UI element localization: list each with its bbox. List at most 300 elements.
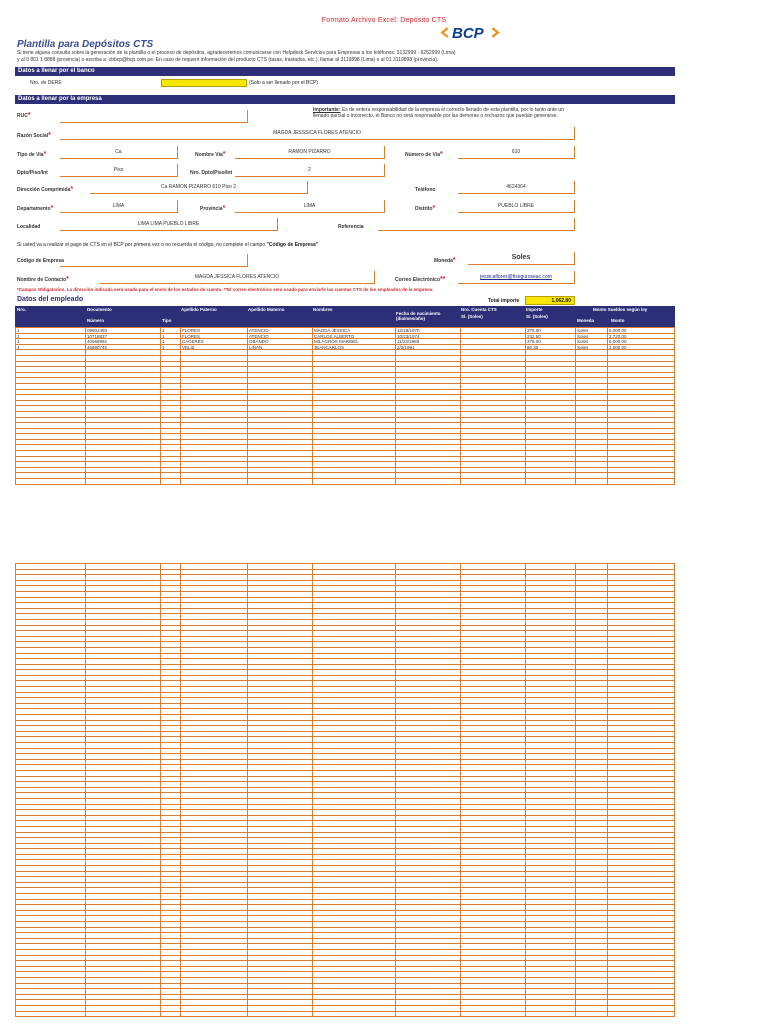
cell-tipo[interactable] [161, 626, 181, 631]
cell-ap-paterno[interactable] [181, 581, 248, 586]
cell-cuenta[interactable] [461, 995, 526, 1000]
cell-numero[interactable] [86, 911, 161, 916]
cell-nro[interactable] [16, 916, 86, 921]
cell-numero[interactable] [86, 670, 161, 675]
cell-numero[interactable] [86, 978, 161, 983]
cell-nombres[interactable] [313, 928, 396, 933]
cell-fecha[interactable] [396, 995, 461, 1000]
cell-ap-materno[interactable] [248, 637, 313, 642]
cell-tipo[interactable] [161, 681, 181, 686]
cell-nombres[interactable] [313, 877, 396, 882]
cell-importe[interactable] [526, 777, 576, 782]
cell-cuenta[interactable] [461, 849, 526, 854]
cell-ap-materno[interactable] [248, 620, 313, 625]
cell-moneda[interactable] [576, 799, 608, 804]
cell-ap-materno[interactable] [248, 1006, 313, 1011]
cell-fecha[interactable] [396, 637, 461, 642]
cell-nombres[interactable] [313, 462, 396, 467]
cell-numero[interactable] [86, 737, 161, 742]
cell-numero[interactable] [86, 362, 161, 367]
cell-importe[interactable] [526, 956, 576, 961]
cell-monto[interactable] [608, 693, 675, 698]
cell-nro[interactable]: 3 [16, 339, 86, 344]
cell-cuenta[interactable] [461, 715, 526, 720]
cell-nombres[interactable] [313, 665, 396, 670]
cell-cuenta[interactable] [461, 855, 526, 860]
cell-cuenta[interactable] [461, 418, 526, 423]
cell-cuenta[interactable] [461, 581, 526, 586]
cell-cuenta[interactable] [461, 978, 526, 983]
cell-nro[interactable] [16, 390, 86, 395]
cell-ap-materno[interactable] [248, 866, 313, 871]
cell-nro[interactable] [16, 922, 86, 927]
cell-importe[interactable] [526, 564, 576, 569]
cell-ap-materno[interactable] [248, 788, 313, 793]
cell-tipo[interactable] [161, 581, 181, 586]
cell-cuenta[interactable] [461, 468, 526, 473]
cell-nombres[interactable] [313, 401, 396, 406]
cell-importe[interactable] [526, 922, 576, 927]
cell-moneda[interactable] [576, 944, 608, 949]
referencia-field[interactable] [378, 218, 575, 231]
cell-monto[interactable] [608, 373, 675, 378]
cell-cuenta[interactable] [461, 888, 526, 893]
cell-monto[interactable] [608, 905, 675, 910]
cell-moneda[interactable] [576, 967, 608, 972]
cell-moneda[interactable] [576, 754, 608, 759]
cell-moneda[interactable] [576, 732, 608, 737]
cell-tipo[interactable]: 1 [161, 328, 181, 333]
cell-moneda[interactable] [576, 816, 608, 821]
cell-moneda[interactable] [576, 777, 608, 782]
cell-monto[interactable] [608, 984, 675, 989]
cell-fecha[interactable] [396, 900, 461, 905]
cell-numero[interactable] [86, 378, 161, 383]
cell-nro[interactable] [16, 721, 86, 726]
cell-ap-paterno[interactable] [181, 637, 248, 642]
cell-moneda[interactable] [576, 939, 608, 944]
cell-monto[interactable] [608, 637, 675, 642]
cell-ap-paterno[interactable] [181, 922, 248, 927]
cell-nro[interactable] [16, 709, 86, 714]
cell-ap-materno[interactable] [248, 978, 313, 983]
cell-fecha[interactable] [396, 905, 461, 910]
cell-ap-paterno[interactable] [181, 860, 248, 865]
cell-monto[interactable] [608, 855, 675, 860]
cell-ap-paterno[interactable] [181, 390, 248, 395]
cell-tipo[interactable] [161, 637, 181, 642]
cell-moneda[interactable] [576, 749, 608, 754]
cell-moneda[interactable]: Soles [576, 328, 608, 333]
cell-nombres[interactable] [313, 373, 396, 378]
cell-nro[interactable] [16, 827, 86, 832]
cell-importe[interactable] [526, 833, 576, 838]
cell-nombres[interactable] [313, 799, 396, 804]
cell-nro[interactable] [16, 468, 86, 473]
cell-ap-materno[interactable] [248, 614, 313, 619]
cell-fecha[interactable] [396, 782, 461, 787]
cell-monto[interactable] [608, 1006, 675, 1011]
cell-nro[interactable] [16, 894, 86, 899]
cell-numero[interactable] [86, 928, 161, 933]
cell-fecha[interactable]: 11/23/1988 [396, 339, 461, 344]
cell-nombres[interactable] [313, 687, 396, 692]
cell-moneda[interactable] [576, 849, 608, 854]
cell-nombres[interactable] [313, 620, 396, 625]
cell-tipo[interactable] [161, 704, 181, 709]
cell-ap-materno[interactable] [248, 704, 313, 709]
cell-moneda[interactable] [576, 788, 608, 793]
cell-tipo[interactable] [161, 939, 181, 944]
cell-monto[interactable] [608, 922, 675, 927]
cell-tipo[interactable] [161, 592, 181, 597]
cell-nro[interactable] [16, 648, 86, 653]
cell-tipo[interactable] [161, 922, 181, 927]
cell-nro[interactable] [16, 434, 86, 439]
cell-numero[interactable] [86, 659, 161, 664]
cell-nombres[interactable] [313, 978, 396, 983]
cell-moneda[interactable] [576, 592, 608, 597]
cell-nro[interactable] [16, 681, 86, 686]
cell-moneda[interactable] [576, 950, 608, 955]
cell-ap-materno[interactable] [248, 799, 313, 804]
cell-importe[interactable] [526, 637, 576, 642]
cell-numero[interactable] [86, 609, 161, 614]
cell-monto[interactable] [608, 732, 675, 737]
cell-numero[interactable] [86, 894, 161, 899]
cell-fecha[interactable] [396, 384, 461, 389]
cell-nro[interactable] [16, 939, 86, 944]
cell-ap-paterno[interactable] [181, 721, 248, 726]
cell-numero[interactable] [86, 479, 161, 484]
cell-moneda[interactable] [576, 916, 608, 921]
cell-nombres[interactable] [313, 805, 396, 810]
cell-cuenta[interactable] [461, 603, 526, 608]
cell-importe[interactable] [526, 1000, 576, 1005]
cell-numero[interactable] [86, 939, 161, 944]
cell-moneda[interactable] [576, 715, 608, 720]
cell-moneda[interactable] [576, 760, 608, 765]
cell-importe[interactable] [526, 827, 576, 832]
dpto-field[interactable]: Piso [60, 164, 178, 177]
cell-nombres[interactable] [313, 754, 396, 759]
cell-cuenta[interactable] [461, 614, 526, 619]
cell-ap-materno[interactable] [248, 479, 313, 484]
cell-moneda[interactable] [576, 698, 608, 703]
cell-fecha[interactable] [396, 765, 461, 770]
cell-nro[interactable] [16, 670, 86, 675]
cell-fecha[interactable] [396, 777, 461, 782]
cell-ap-paterno[interactable] [181, 631, 248, 636]
cell-nro[interactable] [16, 900, 86, 905]
cell-nombres[interactable] [313, 575, 396, 580]
cell-nro[interactable] [16, 715, 86, 720]
cell-cuenta[interactable] [461, 345, 526, 350]
cell-fecha[interactable] [396, 575, 461, 580]
cell-nombres[interactable] [313, 586, 396, 591]
cell-ap-paterno[interactable] [181, 659, 248, 664]
cell-nro[interactable] [16, 950, 86, 955]
cell-fecha[interactable] [396, 732, 461, 737]
cell-fecha[interactable] [396, 598, 461, 603]
cell-numero[interactable] [86, 782, 161, 787]
cell-ap-paterno[interactable] [181, 1000, 248, 1005]
cell-nombres[interactable] [313, 457, 396, 462]
cell-moneda[interactable] [576, 395, 608, 400]
cell-monto[interactable] [608, 429, 675, 434]
cell-fecha[interactable] [396, 1000, 461, 1005]
cell-cuenta[interactable] [461, 816, 526, 821]
cell-cuenta[interactable] [461, 760, 526, 765]
cell-ap-paterno[interactable] [181, 978, 248, 983]
cell-monto[interactable] [608, 950, 675, 955]
cell-nombres[interactable] [313, 816, 396, 821]
cell-importe[interactable] [526, 479, 576, 484]
cell-importe[interactable] [526, 855, 576, 860]
cell-importe[interactable] [526, 743, 576, 748]
cell-monto[interactable] [608, 614, 675, 619]
cell-nro[interactable] [16, 451, 86, 456]
cell-monto[interactable] [608, 356, 675, 361]
cell-fecha[interactable] [396, 648, 461, 653]
cell-monto[interactable] [608, 777, 675, 782]
cell-ap-paterno[interactable] [181, 726, 248, 731]
cell-cuenta[interactable] [461, 872, 526, 877]
cell-tipo[interactable] [161, 418, 181, 423]
cell-moneda[interactable] [576, 838, 608, 843]
cell-tipo[interactable] [161, 670, 181, 675]
cell-ap-paterno[interactable] [181, 350, 248, 355]
cell-importe[interactable] [526, 978, 576, 983]
cell-moneda[interactable] [576, 956, 608, 961]
cell-nombres[interactable] [313, 933, 396, 938]
cell-ap-paterno[interactable] [181, 570, 248, 575]
cell-tipo[interactable] [161, 603, 181, 608]
cell-importe[interactable] [526, 732, 576, 737]
cell-fecha[interactable] [396, 412, 461, 417]
ruc-field[interactable] [60, 110, 248, 123]
cell-ap-materno[interactable] [248, 592, 313, 597]
cell-nombres[interactable] [313, 704, 396, 709]
cell-ap-paterno[interactable] [181, 872, 248, 877]
cell-fecha[interactable] [396, 939, 461, 944]
cell-ap-materno[interactable] [248, 395, 313, 400]
cell-nombres[interactable] [313, 592, 396, 597]
cell-moneda[interactable] [576, 833, 608, 838]
cell-numero[interactable] [86, 810, 161, 815]
cell-ap-paterno[interactable] [181, 609, 248, 614]
cell-ap-materno[interactable] [248, 575, 313, 580]
cell-ap-materno[interactable] [248, 838, 313, 843]
cell-nro[interactable] [16, 743, 86, 748]
cell-nro[interactable] [16, 860, 86, 865]
cell-nombres[interactable] [313, 950, 396, 955]
cell-monto[interactable] [608, 928, 675, 933]
cell-ap-materno[interactable] [248, 777, 313, 782]
cell-importe[interactable] [526, 451, 576, 456]
cell-tipo[interactable] [161, 788, 181, 793]
cell-ap-materno[interactable] [248, 760, 313, 765]
cell-moneda[interactable] [576, 972, 608, 977]
cell-ap-materno[interactable] [248, 659, 313, 664]
cell-nombres[interactable] [313, 609, 396, 614]
cell-moneda[interactable] [576, 462, 608, 467]
cell-fecha[interactable] [396, 888, 461, 893]
cell-importe[interactable] [526, 367, 576, 372]
cell-ap-materno[interactable] [248, 743, 313, 748]
cell-importe[interactable] [526, 648, 576, 653]
cell-tipo[interactable] [161, 877, 181, 882]
cell-numero[interactable] [86, 586, 161, 591]
cell-fecha[interactable] [396, 367, 461, 372]
moneda-select[interactable]: Soles [468, 252, 575, 265]
cell-ap-paterno[interactable] [181, 665, 248, 670]
cell-ap-paterno[interactable] [181, 888, 248, 893]
cell-numero[interactable] [86, 412, 161, 417]
cell-fecha[interactable] [396, 676, 461, 681]
cell-tipo[interactable] [161, 816, 181, 821]
cell-importe[interactable] [526, 614, 576, 619]
cell-numero[interactable] [86, 743, 161, 748]
cell-importe[interactable] [526, 737, 576, 742]
cell-importe[interactable] [526, 1006, 576, 1011]
cell-fecha[interactable] [396, 855, 461, 860]
cell-tipo[interactable] [161, 732, 181, 737]
cell-numero[interactable] [86, 440, 161, 445]
cell-nro[interactable] [16, 933, 86, 938]
cell-cuenta[interactable] [461, 933, 526, 938]
cell-importe[interactable] [526, 654, 576, 659]
cell-cuenta[interactable] [461, 479, 526, 484]
cell-numero[interactable] [86, 989, 161, 994]
cell-monto[interactable] [608, 384, 675, 389]
cell-monto[interactable] [608, 445, 675, 450]
cell-tipo[interactable]: 1 [161, 339, 181, 344]
cell-numero[interactable] [86, 603, 161, 608]
cell-nro[interactable] [16, 810, 86, 815]
cell-ap-paterno[interactable] [181, 933, 248, 938]
cell-nro[interactable] [16, 401, 86, 406]
cell-fecha[interactable] [396, 440, 461, 445]
cell-tipo[interactable] [161, 575, 181, 580]
cell-nombres[interactable] [313, 911, 396, 916]
cell-ap-paterno[interactable] [181, 760, 248, 765]
cell-cuenta[interactable] [461, 782, 526, 787]
cell-tipo[interactable] [161, 564, 181, 569]
cell-monto[interactable] [608, 737, 675, 742]
cell-cuenta[interactable] [461, 564, 526, 569]
cell-importe[interactable] [526, 659, 576, 664]
cell-ap-materno[interactable] [248, 877, 313, 882]
cell-nombres[interactable] [313, 390, 396, 395]
cell-nombres[interactable] [313, 564, 396, 569]
cell-importe[interactable] [526, 631, 576, 636]
cell-tipo[interactable] [161, 362, 181, 367]
cell-moneda[interactable] [576, 855, 608, 860]
contacto-field[interactable]: MAGDA JESSICA FLORES ATENCIO [100, 271, 375, 284]
cell-nro[interactable] [16, 626, 86, 631]
cell-ap-materno[interactable] [248, 860, 313, 865]
cell-importe[interactable] [526, 362, 576, 367]
cell-tipo[interactable] [161, 412, 181, 417]
cell-ap-materno[interactable] [248, 350, 313, 355]
cell-cuenta[interactable] [461, 328, 526, 333]
cell-ap-paterno[interactable] [181, 894, 248, 899]
cell-moneda[interactable] [576, 726, 608, 731]
cell-importe[interactable] [526, 445, 576, 450]
cell-ap-materno[interactable] [248, 916, 313, 921]
cell-moneda[interactable] [576, 581, 608, 586]
cell-monto[interactable] [608, 451, 675, 456]
cell-monto[interactable] [608, 1000, 675, 1005]
cell-ap-paterno[interactable] [181, 816, 248, 821]
cell-nro[interactable] [16, 1006, 86, 1011]
cell-fecha[interactable]: 2/3/1991 [396, 345, 461, 350]
cell-tipo[interactable] [161, 894, 181, 899]
cell-monto[interactable] [608, 749, 675, 754]
cell-ap-paterno[interactable] [181, 401, 248, 406]
cell-monto[interactable] [608, 799, 675, 804]
cell-moneda[interactable] [576, 821, 608, 826]
cell-cuenta[interactable] [461, 434, 526, 439]
cell-importe[interactable] [526, 665, 576, 670]
cell-nro[interactable] [16, 423, 86, 428]
cell-fecha[interactable] [396, 592, 461, 597]
cell-numero[interactable] [86, 631, 161, 636]
cell-ap-materno[interactable] [248, 626, 313, 631]
cell-nombres[interactable] [313, 445, 396, 450]
cell-tipo[interactable] [161, 693, 181, 698]
cell-monto[interactable] [608, 900, 675, 905]
cell-nro[interactable]: 2 [16, 334, 86, 339]
cell-monto[interactable] [608, 362, 675, 367]
cell-monto[interactable] [608, 698, 675, 703]
cell-cuenta[interactable] [461, 681, 526, 686]
cell-ap-materno[interactable] [248, 922, 313, 927]
cell-fecha[interactable] [396, 911, 461, 916]
cell-fecha[interactable] [396, 1012, 461, 1017]
cell-cuenta[interactable] [461, 440, 526, 445]
cell-fecha[interactable] [396, 721, 461, 726]
cell-nro[interactable] [16, 429, 86, 434]
cell-ap-paterno[interactable] [181, 575, 248, 580]
direccion-field[interactable]: Ca RAMON PIZARRO 610 Piso 2 [90, 181, 308, 194]
cell-ap-materno[interactable] [248, 950, 313, 955]
cell-nombres[interactable] [313, 860, 396, 865]
cell-cuenta[interactable] [461, 939, 526, 944]
cell-ap-paterno[interactable] [181, 412, 248, 417]
cell-importe[interactable] [526, 989, 576, 994]
cell-moneda[interactable] [576, 412, 608, 417]
cell-nro[interactable] [16, 1000, 86, 1005]
cell-monto[interactable] [608, 888, 675, 893]
cell-ap-materno[interactable]: ATENCIO [248, 334, 313, 339]
cell-nombres[interactable] [313, 782, 396, 787]
cell-cuenta[interactable] [461, 777, 526, 782]
cell-importe[interactable] [526, 395, 576, 400]
cell-ap-materno[interactable] [248, 406, 313, 411]
cell-tipo[interactable] [161, 984, 181, 989]
cell-nro[interactable] [16, 457, 86, 462]
cell-importe[interactable] [526, 715, 576, 720]
cell-nombres[interactable] [313, 922, 396, 927]
cell-moneda[interactable] [576, 737, 608, 742]
cell-numero[interactable] [86, 1012, 161, 1017]
cell-nro[interactable] [16, 877, 86, 882]
cell-nro[interactable] [16, 984, 86, 989]
cell-monto[interactable]: 6,000.00 [608, 339, 675, 344]
cell-numero[interactable] [86, 905, 161, 910]
